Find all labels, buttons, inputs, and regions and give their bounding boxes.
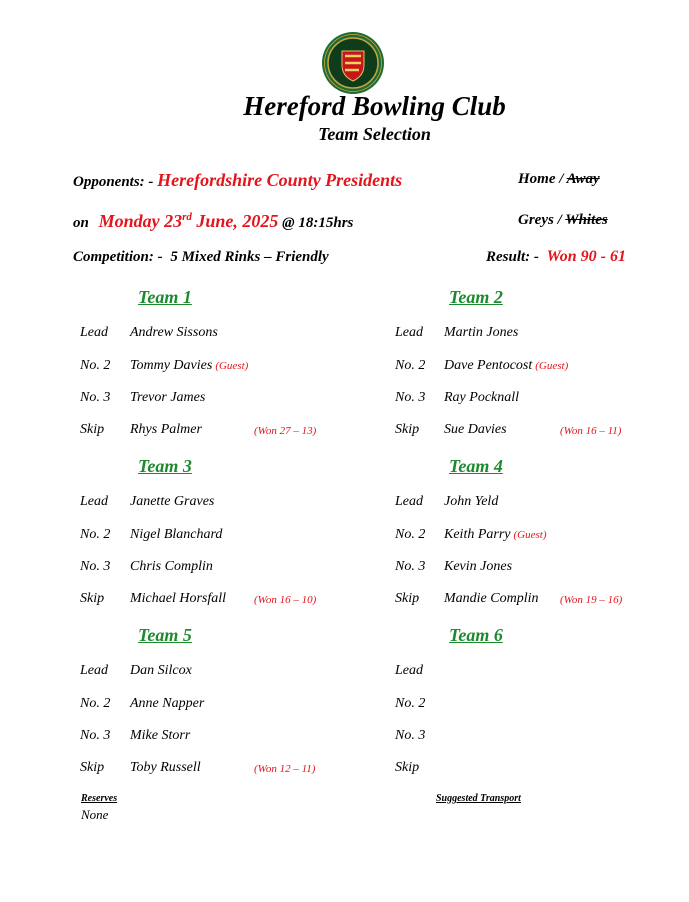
- rink-result: (Won 19 – 16): [560, 594, 623, 606]
- team-heading: Team 2: [449, 287, 503, 307]
- competition-value: 5 Mixed Rinks – Friendly: [170, 249, 329, 265]
- team-heading: Team 3: [138, 456, 192, 476]
- home-away: [518, 171, 600, 188]
- player-name: Andrew Sissons: [130, 325, 218, 340]
- player-name: Trevor James: [130, 390, 206, 405]
- position-label: Lead: [395, 325, 423, 340]
- player-name: Michael Horsfall: [130, 591, 227, 606]
- club-crest-logo: [321, 31, 385, 95]
- position-label: Skip: [395, 591, 420, 606]
- position-label: Skip: [395, 422, 420, 437]
- player-name: Tommy Davies (Guest): [130, 358, 249, 373]
- team-heading: Team 5: [138, 625, 192, 645]
- whites-label: Whites: [565, 212, 608, 228]
- overall-result: Won 90 - 61: [546, 248, 626, 265]
- date-line: [73, 211, 353, 232]
- player-name: Anne Napper: [130, 696, 205, 711]
- position-label: No. 3: [395, 559, 426, 574]
- result-line: [486, 248, 626, 266]
- guest-tag: (Guest): [215, 360, 249, 372]
- greys-label: Greys /: [518, 212, 562, 228]
- match-date: Monday 23rd June, 2025: [98, 211, 279, 231]
- player-name: Ray Pocknall: [444, 390, 520, 405]
- position-label: No. 2: [395, 696, 426, 711]
- position-label: Skip: [80, 591, 105, 606]
- opponents-name: Herefordshire County Presidents: [157, 170, 403, 190]
- position-label: Skip: [80, 422, 105, 437]
- guest-tag: (Guest): [513, 529, 547, 541]
- rink-result: (Won 12 – 11): [254, 763, 316, 775]
- player-name: Chris Complin: [130, 559, 213, 574]
- team-heading: Team 6: [449, 625, 503, 645]
- player-name: Kevin Jones: [444, 559, 513, 574]
- player-name: Dan Silcox: [130, 663, 192, 678]
- player-name: Mike Storr: [130, 728, 191, 743]
- away-label: Away: [566, 171, 600, 187]
- player-name: Keith Parry (Guest): [444, 527, 547, 542]
- position-label: Lead: [80, 663, 108, 678]
- player-name: Martin Jones: [444, 325, 519, 340]
- position-label: Skip: [395, 760, 420, 775]
- on-label: on: [73, 215, 89, 231]
- player-name: Sue Davies: [444, 422, 507, 437]
- match-time: @ 18:15hrs: [282, 215, 354, 231]
- player-name: Janette Graves: [130, 494, 215, 509]
- position-label: No. 2: [80, 358, 111, 373]
- player-name: Toby Russell: [130, 760, 201, 775]
- team-heading: Team 4: [449, 456, 503, 476]
- reserves-heading: Reserves: [81, 793, 118, 804]
- rink-result: (Won 16 – 11): [560, 425, 622, 437]
- greys-whites: [518, 212, 608, 229]
- guest-tag: (Guest): [535, 360, 569, 372]
- rink-result: (Won 16 – 10): [254, 594, 317, 606]
- position-label: No. 2: [80, 696, 111, 711]
- page-subtitle: Team Selection: [318, 124, 431, 144]
- player-name: Nigel Blanchard: [130, 527, 223, 542]
- position-label: Lead: [395, 663, 423, 678]
- competition-label: Competition: -: [73, 249, 163, 265]
- reserves-value: None: [81, 807, 109, 822]
- position-label: No. 2: [395, 527, 426, 542]
- position-label: No. 3: [80, 559, 111, 574]
- rink-result: (Won 27 – 13): [254, 425, 317, 437]
- opponents-label: Opponents: -: [73, 174, 154, 190]
- position-label: Lead: [80, 325, 108, 340]
- position-label: No. 2: [395, 358, 426, 373]
- position-label: No. 3: [80, 728, 111, 743]
- competition-line: [73, 249, 329, 266]
- team-heading: Team 1: [138, 287, 192, 307]
- position-label: No. 2: [80, 527, 111, 542]
- position-label: Skip: [80, 760, 105, 775]
- position-label: No. 3: [80, 390, 111, 405]
- result-label: Result: -: [486, 249, 539, 265]
- player-name: Rhys Palmer: [130, 422, 202, 437]
- position-label: Lead: [395, 494, 423, 509]
- opponents-line: [73, 170, 402, 191]
- player-name: Dave Pentocost (Guest): [444, 358, 569, 373]
- club-title: Hereford Bowling Club: [243, 91, 506, 121]
- position-label: No. 3: [395, 728, 426, 743]
- player-name: Mandie Complin: [444, 591, 539, 606]
- home-label: Home /: [518, 171, 564, 187]
- position-label: Lead: [80, 494, 108, 509]
- transport-heading: Suggested Transport: [436, 793, 521, 804]
- position-label: No. 3: [395, 390, 426, 405]
- player-name: John Yeld: [444, 494, 499, 509]
